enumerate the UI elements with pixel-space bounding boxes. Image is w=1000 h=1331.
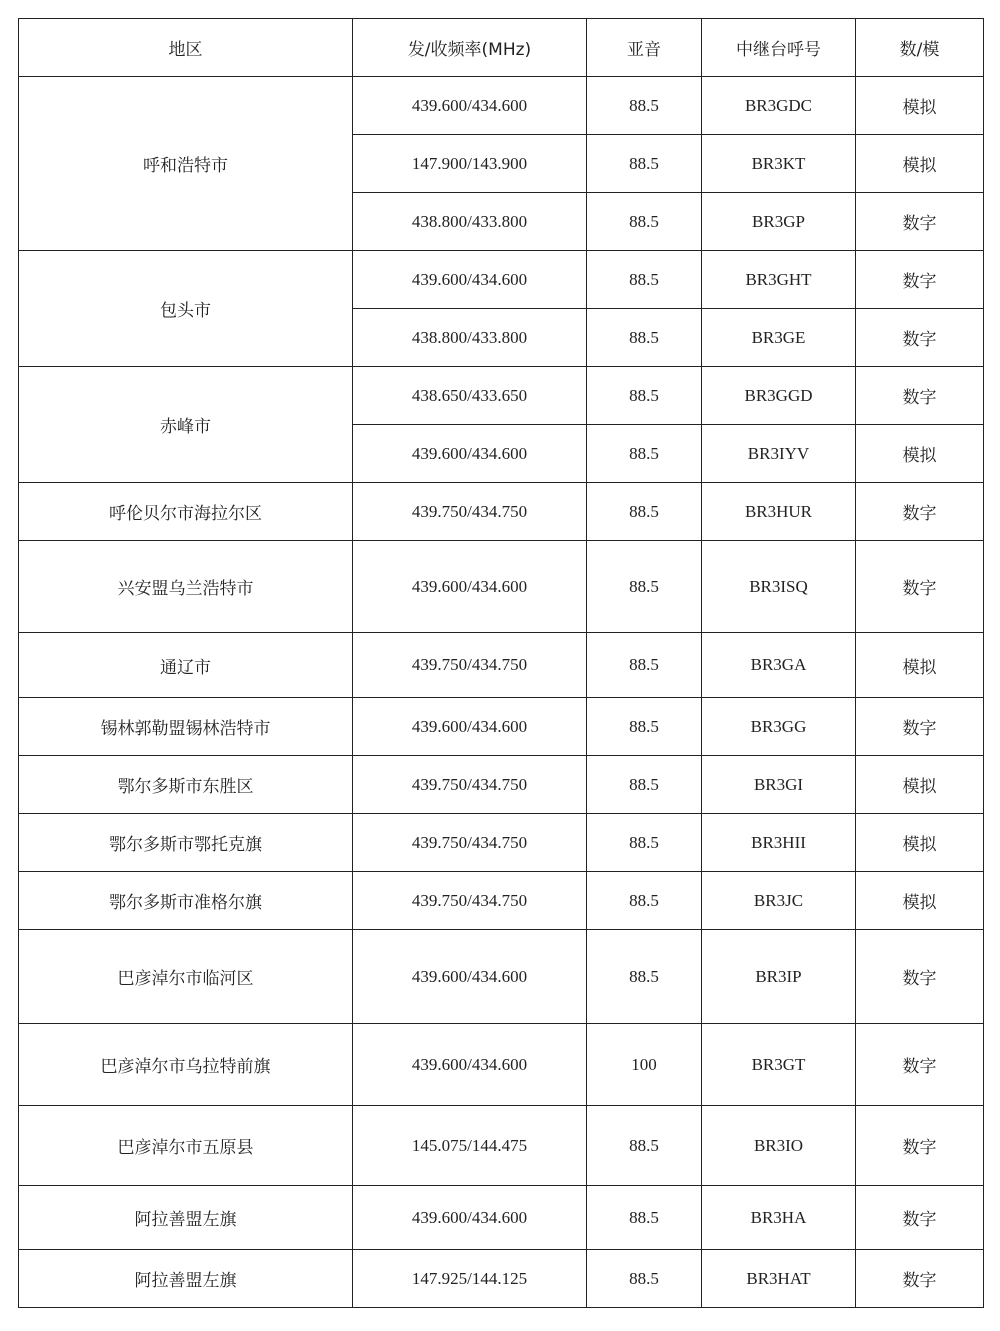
table-row xyxy=(19,698,984,756)
header-row xyxy=(19,19,984,77)
callsign-cell: BR3GE xyxy=(702,309,856,367)
callsign-cell: BR3JC xyxy=(702,872,856,930)
callsign-cell: BR3GI xyxy=(702,756,856,814)
region-cell: 巴彦淖尔市临河区 xyxy=(19,930,353,1024)
tone-cell: 88.5 xyxy=(587,633,702,698)
mode-cell: 数字 xyxy=(856,1106,984,1186)
tone-cell: 88.5 xyxy=(587,483,702,541)
region-cell: 锡林郭勒盟锡林浩特市 xyxy=(19,698,353,756)
region-cell: 呼伦贝尔市海拉尔区 xyxy=(19,483,353,541)
frequency-cell: 145.075/144.475 xyxy=(353,1106,587,1186)
frequency-cell: 439.750/434.750 xyxy=(353,483,587,541)
tone-cell: 88.5 xyxy=(587,251,702,309)
region-cell: 鄂尔多斯市鄂托克旗 xyxy=(19,814,353,872)
mode-cell: 数字 xyxy=(856,193,984,251)
callsign-cell: BR3HA xyxy=(702,1186,856,1250)
frequency-cell: 439.600/434.600 xyxy=(353,1024,587,1106)
table-row xyxy=(19,77,984,135)
frequency-cell: 438.800/433.800 xyxy=(353,193,587,251)
table-row xyxy=(19,930,984,1024)
frequency-cell: 439.600/434.600 xyxy=(353,77,587,135)
mode-cell: 数字 xyxy=(856,1250,984,1308)
table-row xyxy=(19,633,984,698)
callsign-cell: BR3GT xyxy=(702,1024,856,1106)
header-region: 地区 xyxy=(19,19,353,77)
table-row xyxy=(19,872,984,930)
mode-cell: 模拟 xyxy=(856,77,984,135)
frequency-cell: 439.600/434.600 xyxy=(353,930,587,1024)
callsign-cell: BR3ISQ xyxy=(702,541,856,633)
mode-cell: 数字 xyxy=(856,1024,984,1106)
tone-cell: 88.5 xyxy=(587,135,702,193)
callsign-cell: BR3GA xyxy=(702,633,856,698)
region-cell: 鄂尔多斯市准格尔旗 xyxy=(19,872,353,930)
table-row xyxy=(19,814,984,872)
tone-cell: 88.5 xyxy=(587,367,702,425)
header-frequency: 发/收频率(MHz) xyxy=(353,19,587,77)
callsign-cell: BR3GDC xyxy=(702,77,856,135)
callsign-cell: BR3GGD xyxy=(702,367,856,425)
mode-cell: 模拟 xyxy=(856,425,984,483)
region-cell: 包头市 xyxy=(19,251,353,367)
mode-cell: 数字 xyxy=(856,309,984,367)
tone-cell: 100 xyxy=(587,1024,702,1106)
frequency-cell: 439.750/434.750 xyxy=(353,756,587,814)
region-cell: 通辽市 xyxy=(19,633,353,698)
callsign-cell: BR3GG xyxy=(702,698,856,756)
frequency-cell: 147.900/143.900 xyxy=(353,135,587,193)
table-row xyxy=(19,1250,984,1308)
callsign-cell: BR3KT xyxy=(702,135,856,193)
tone-cell: 88.5 xyxy=(587,814,702,872)
tone-cell: 88.5 xyxy=(587,1106,702,1186)
table-row xyxy=(19,1186,984,1250)
region-cell: 呼和浩特市 xyxy=(19,77,353,251)
frequency-cell: 439.600/434.600 xyxy=(353,1186,587,1250)
table-row xyxy=(19,483,984,541)
table-row xyxy=(19,251,984,309)
mode-cell: 模拟 xyxy=(856,814,984,872)
mode-cell: 模拟 xyxy=(856,135,984,193)
region-cell: 兴安盟乌兰浩特市 xyxy=(19,541,353,633)
callsign-cell: BR3IO xyxy=(702,1106,856,1186)
mode-cell: 数字 xyxy=(856,930,984,1024)
table-row xyxy=(19,367,984,425)
frequency-cell: 439.600/434.600 xyxy=(353,541,587,633)
mode-cell: 数字 xyxy=(856,367,984,425)
callsign-cell: BR3HII xyxy=(702,814,856,872)
tone-cell: 88.5 xyxy=(587,698,702,756)
mode-cell: 数字 xyxy=(856,698,984,756)
table-row xyxy=(19,541,984,633)
tone-cell: 88.5 xyxy=(587,309,702,367)
tone-cell: 88.5 xyxy=(587,930,702,1024)
mode-cell: 数字 xyxy=(856,483,984,541)
tone-cell: 88.5 xyxy=(587,1250,702,1308)
table-row xyxy=(19,1106,984,1186)
frequency-cell: 439.750/434.750 xyxy=(353,633,587,698)
region-cell: 巴彦淖尔市乌拉特前旗 xyxy=(19,1024,353,1106)
frequency-cell: 438.800/433.800 xyxy=(353,309,587,367)
region-cell: 阿拉善盟左旗 xyxy=(19,1186,353,1250)
header-callsign: 中继台呼号 xyxy=(702,19,856,77)
frequency-cell: 439.600/434.600 xyxy=(353,698,587,756)
frequency-cell: 147.925/144.125 xyxy=(353,1250,587,1308)
callsign-cell: BR3IP xyxy=(702,930,856,1024)
mode-cell: 模拟 xyxy=(856,633,984,698)
mode-cell: 数字 xyxy=(856,541,984,633)
table-row xyxy=(19,1024,984,1106)
mode-cell: 模拟 xyxy=(856,756,984,814)
callsign-cell: BR3HAT xyxy=(702,1250,856,1308)
repeater-table xyxy=(18,18,984,1308)
tone-cell: 88.5 xyxy=(587,193,702,251)
frequency-cell: 438.650/433.650 xyxy=(353,367,587,425)
mode-cell: 模拟 xyxy=(856,872,984,930)
table-row xyxy=(19,756,984,814)
tone-cell: 88.5 xyxy=(587,425,702,483)
frequency-cell: 439.750/434.750 xyxy=(353,872,587,930)
region-cell: 鄂尔多斯市东胜区 xyxy=(19,756,353,814)
header-tone: 亚音 xyxy=(587,19,702,77)
tone-cell: 88.5 xyxy=(587,756,702,814)
callsign-cell: BR3IYV xyxy=(702,425,856,483)
region-cell: 阿拉善盟左旗 xyxy=(19,1250,353,1308)
mode-cell: 数字 xyxy=(856,251,984,309)
tone-cell: 88.5 xyxy=(587,872,702,930)
tone-cell: 88.5 xyxy=(587,1186,702,1250)
frequency-cell: 439.750/434.750 xyxy=(353,814,587,872)
region-cell: 巴彦淖尔市五原县 xyxy=(19,1106,353,1186)
frequency-cell: 439.600/434.600 xyxy=(353,251,587,309)
tone-cell: 88.5 xyxy=(587,541,702,633)
callsign-cell: BR3HUR xyxy=(702,483,856,541)
header-mode: 数/模 xyxy=(856,19,984,77)
frequency-cell: 439.600/434.600 xyxy=(353,425,587,483)
tone-cell: 88.5 xyxy=(587,77,702,135)
callsign-cell: BR3GHT xyxy=(702,251,856,309)
region-cell: 赤峰市 xyxy=(19,367,353,483)
callsign-cell: BR3GP xyxy=(702,193,856,251)
mode-cell: 数字 xyxy=(856,1186,984,1250)
